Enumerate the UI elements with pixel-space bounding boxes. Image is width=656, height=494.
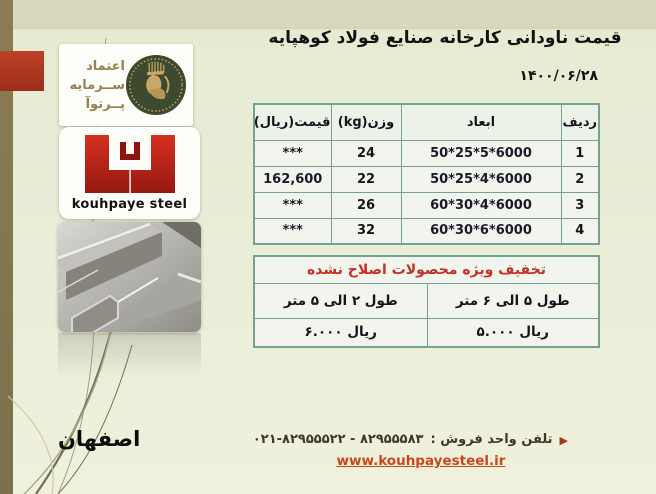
partova-logo-card <box>59 44 193 126</box>
persian-king-seal-icon <box>125 54 187 116</box>
cell-price: *** <box>282 223 303 239</box>
table-row <box>254 192 599 218</box>
cell-price: *** <box>282 197 303 213</box>
date <box>478 68 598 84</box>
table-row <box>254 166 599 192</box>
cell-weight: 26 <box>331 192 401 218</box>
photo-reflection <box>58 333 201 378</box>
cell-dimensions: 50*25*4*6000 <box>430 171 532 187</box>
discount-label-left: طول ۲ الی ۵ متر <box>254 283 427 318</box>
cell-price: 162,600 <box>263 171 323 187</box>
header-row-number: ردیف <box>561 104 599 140</box>
left-red-accent-bar <box>0 51 44 91</box>
table-row <box>254 218 599 244</box>
cell-weight: 32 <box>331 218 401 244</box>
cell-row-number: 2 <box>561 166 599 192</box>
discount-value-left: ۶.۰۰۰ ریال <box>304 324 377 341</box>
play-bullet-icon: ▶ <box>559 434 568 447</box>
price-table-header-row <box>254 104 599 140</box>
cell-weight: 24 <box>331 140 401 166</box>
u-channel-logo-icon <box>84 134 176 194</box>
cell-dimensions: 60*30*6*6000 <box>430 223 532 239</box>
cell-row-number: 3 <box>561 192 599 218</box>
kouhpaye-caption: kouhpaye steel <box>71 197 188 212</box>
price-table <box>253 103 600 245</box>
city-label: اصفهان <box>58 427 141 451</box>
cell-dimensions: 60*30*4*6000 <box>430 197 532 213</box>
cell-dimensions: 50*25*5*6000 <box>430 145 532 161</box>
website-line <box>331 450 511 469</box>
discount-value-right: ۵.۰۰۰ ریال <box>476 324 549 341</box>
partova-line-2: ســرمایه <box>69 77 125 93</box>
partova-line-1: اعتماد <box>86 58 125 74</box>
website-link[interactable]: www.kouhpayesteel.ir <box>336 453 506 469</box>
cell-row-number: 4 <box>561 218 599 244</box>
discount-title: تخفیف ویژه محصولات اصلاح نشده <box>254 256 599 283</box>
discount-label-row <box>254 283 599 318</box>
header-price: قیمت(ریال) <box>254 104 331 140</box>
cell-row-number: 1 <box>561 140 599 166</box>
discount-value-row <box>254 318 599 347</box>
phone-line <box>253 432 568 447</box>
discount-table <box>253 255 600 348</box>
discount-title-row <box>254 256 599 283</box>
kouhpaye-logo-card <box>59 127 200 219</box>
table-row <box>254 140 599 166</box>
cell-price: *** <box>282 145 303 161</box>
phone-label: تلفن واحد فروش : <box>430 432 553 447</box>
phone-numbers: ۰۲۱-۸۲۹۵۵۵۲۲ - ۸۲۹۵۵۵۸۳ <box>252 432 424 447</box>
steel-channels-photo <box>58 222 201 332</box>
header-weight: وزن(kg) <box>331 104 401 140</box>
date-value: ۱۴۰۰/۰۶/۲۸ <box>519 68 598 84</box>
partova-line-3: پــرتوآ <box>85 96 125 112</box>
cell-weight: 22 <box>331 166 401 192</box>
header-dimensions: ابعاد <box>401 104 561 140</box>
page-title: قیمت ناودانی کارخانه صنایع فولاد کوهپایه <box>268 28 622 48</box>
discount-label-right: طول ۵ الی ۶ متر <box>427 283 599 318</box>
partova-wordmark <box>65 57 125 114</box>
